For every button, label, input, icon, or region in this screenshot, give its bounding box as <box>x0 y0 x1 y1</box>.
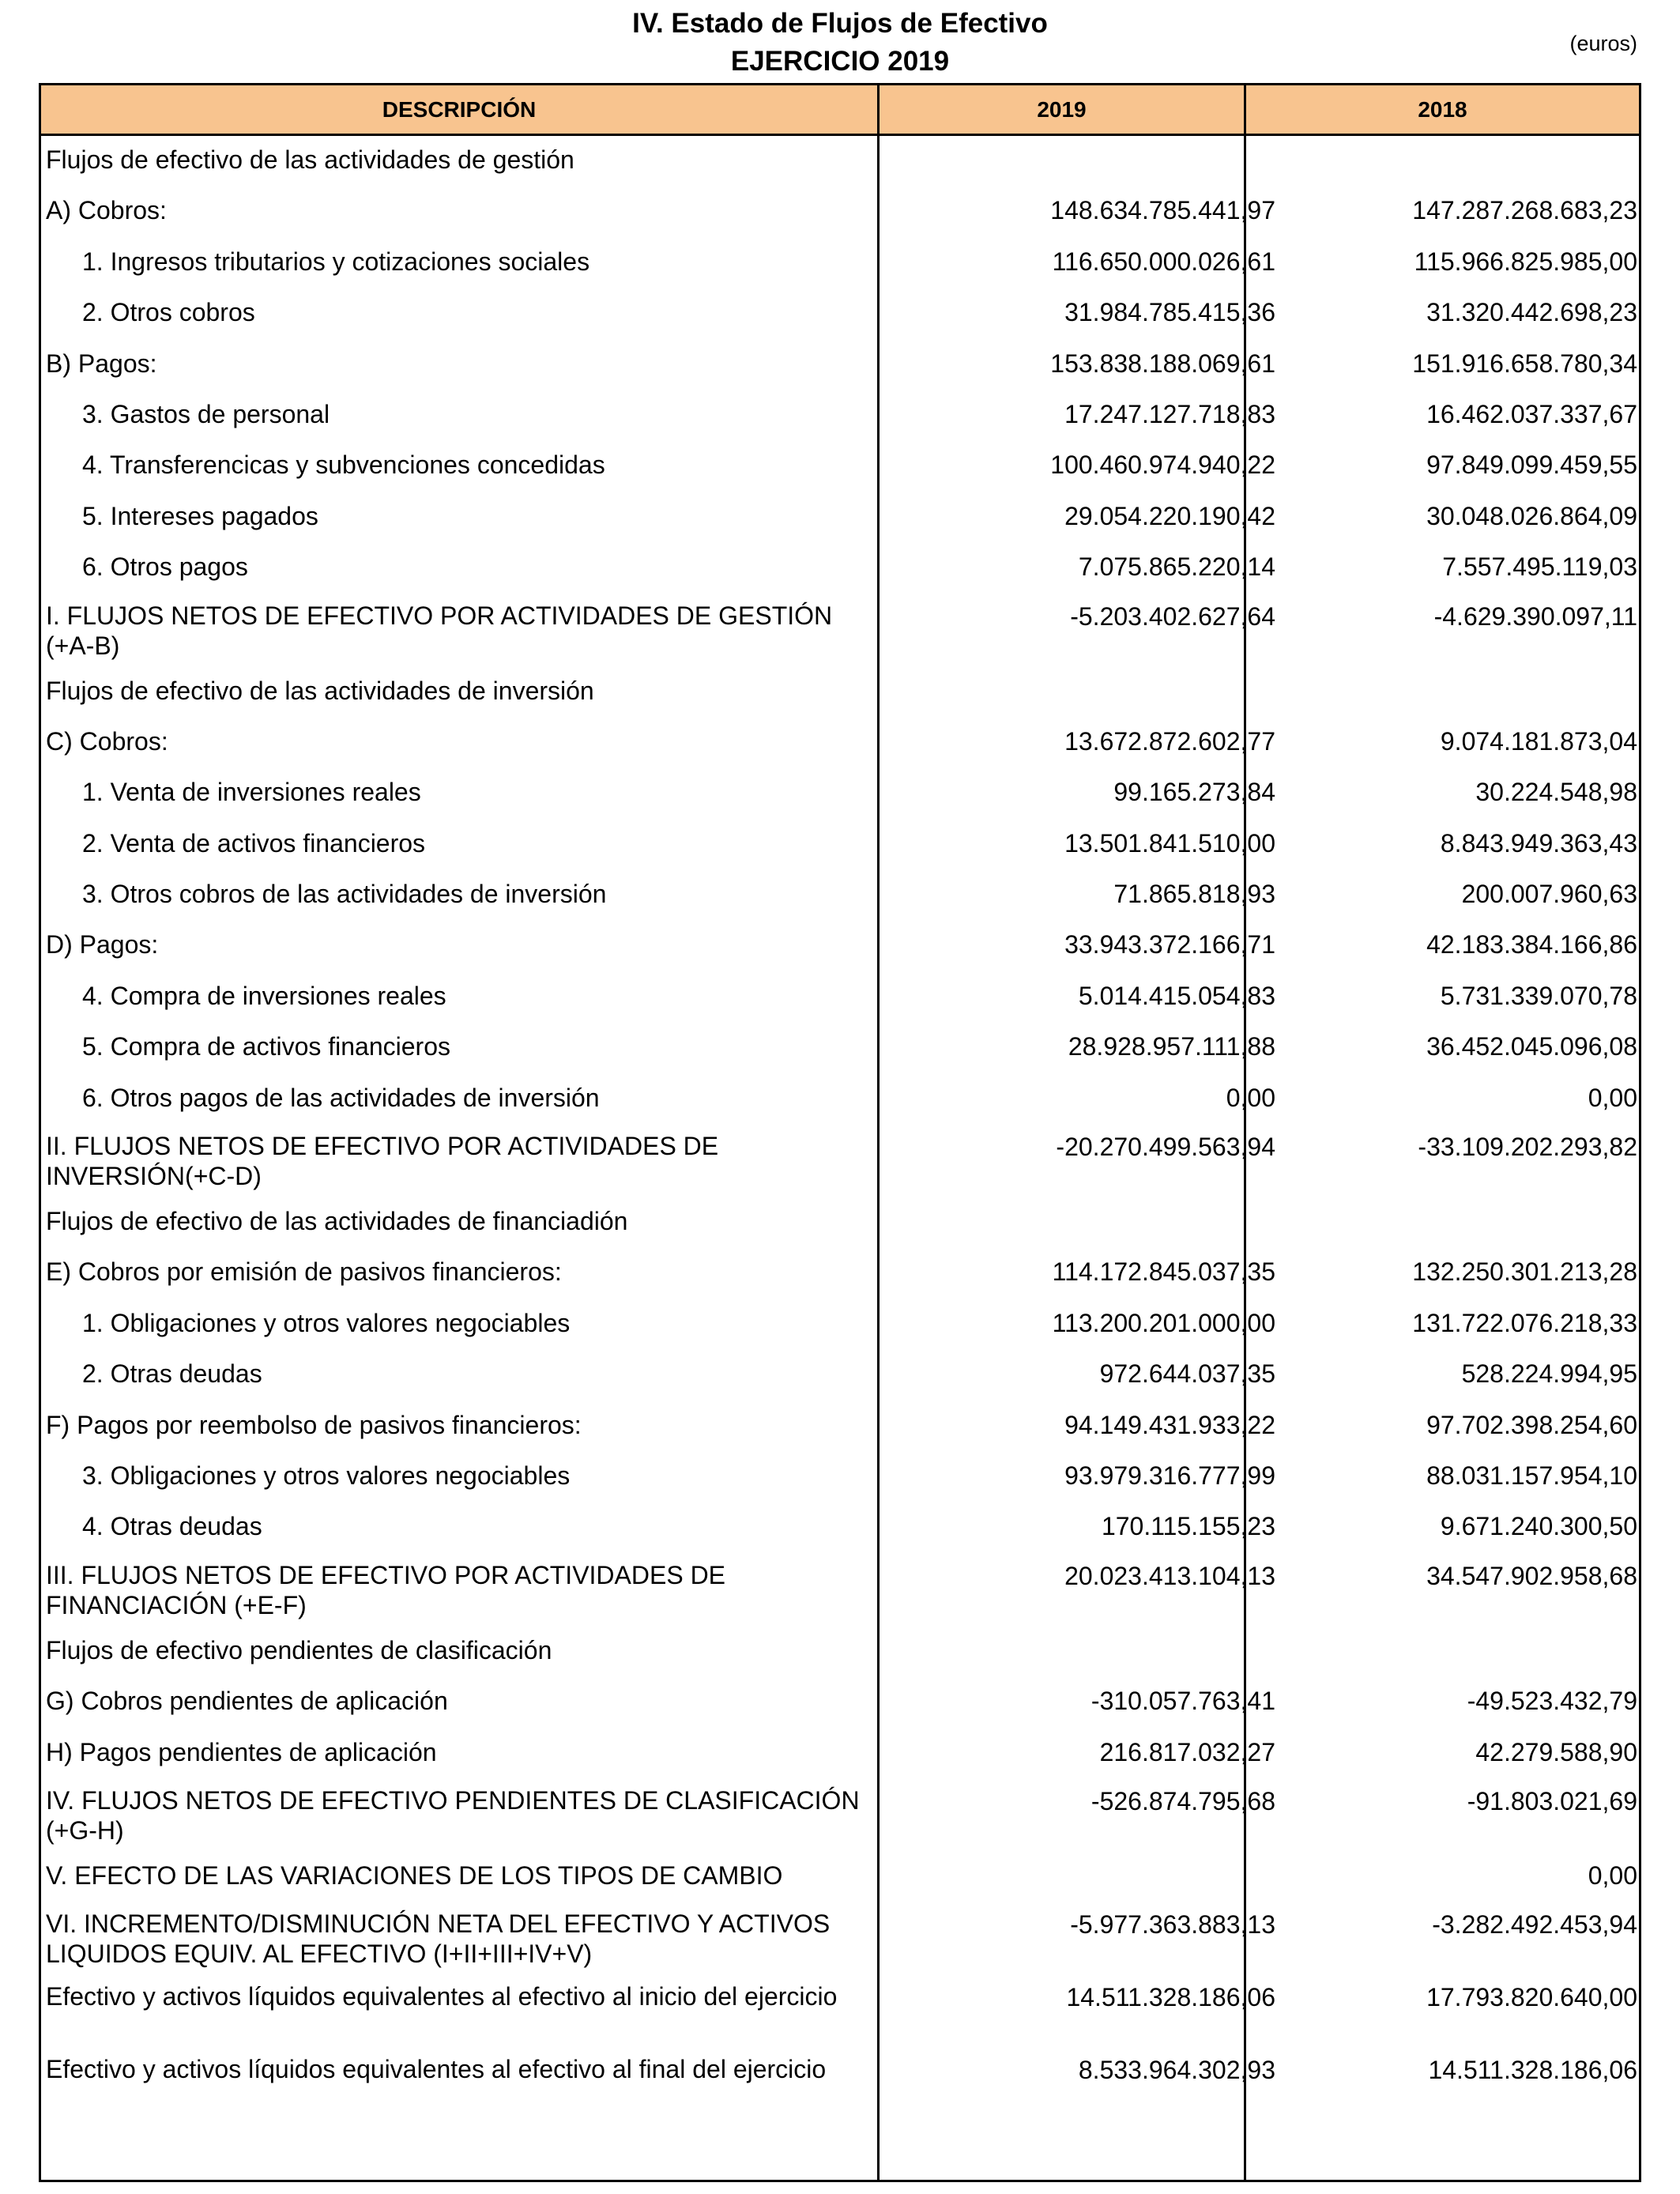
row-description: A) Cobros: <box>46 196 167 225</box>
table-row <box>41 1852 1639 1902</box>
document-title: IV. Estado de Flujos de Efectivo <box>632 8 1048 39</box>
value-2018: 88.031.157.954,10 <box>1426 1461 1637 1490</box>
table-row <box>41 1074 1639 1125</box>
value-2019: 17.247.127.718,83 <box>1064 399 1275 428</box>
value-2018: 8.843.949.363,43 <box>1440 828 1637 858</box>
row-description: 4. Transferencicas y subvenciones concedidas <box>82 450 605 480</box>
value-2019: 8.533.964.302,93 <box>1078 2056 1275 2085</box>
value-2019: 29.054.220.190,42 <box>1064 501 1275 530</box>
table-row <box>41 1125 1639 1197</box>
column-header-2019: 2019 <box>1037 97 1087 122</box>
column-header-2018: 2018 <box>1418 97 1467 122</box>
value-2018: 97.702.398.254,60 <box>1426 1410 1637 1439</box>
value-2019: -20.270.499.563,94 <box>1056 1133 1275 1162</box>
row-description: 1. Venta de inversiones reales <box>82 778 421 807</box>
row-description: 3. Otros cobros de las actividades de inversión <box>82 880 607 909</box>
row-description: IV. FLUJOS NETOS DE EFECTIVO PENDIENTES DE CLASIFICACIÓN (+G-H) <box>46 1785 860 1845</box>
table-row <box>41 768 1639 819</box>
row-description: D) Pagos: <box>46 930 159 959</box>
value-2019: 170.115.155,23 <box>1101 1512 1275 1541</box>
value-2019: -310.057.763,41 <box>1090 1687 1275 1716</box>
value-2018: 17.793.820.640,00 <box>1426 1983 1637 2012</box>
table-row <box>41 390 1639 441</box>
value-2018: 16.462.037.337,67 <box>1426 399 1637 428</box>
table-row <box>41 1677 1639 1728</box>
table-row <box>41 187 1639 237</box>
value-2018: 42.279.588,90 <box>1475 1737 1637 1766</box>
table-row <box>41 1627 1639 1677</box>
row-description: 1. Ingresos tributarios y cotizaciones sociales <box>82 247 590 276</box>
table-row <box>41 718 1639 768</box>
row-description: 2. Otras deudas <box>82 1359 262 1389</box>
value-2018: 151.916.658.780,34 <box>1412 349 1637 378</box>
table-row <box>41 1779 1639 1852</box>
value-2019: 116.650.000.026,61 <box>1052 247 1275 276</box>
value-2019: 153.838.188.069,61 <box>1050 349 1275 378</box>
row-description: Flujos de efectivo pendientes de clasificación <box>46 1635 552 1664</box>
row-description: II. FLUJOS NETOS DE EFECTIVO POR ACTIVIDADES DE INVERSIÓN(+C-D) <box>46 1132 719 1191</box>
table-row <box>41 1728 1639 1779</box>
value-2018: 5.731.339.070,78 <box>1440 981 1637 1010</box>
row-description: VI. INCREMENTO/DISMINUCIÓN NETA DEL EFECTIVO Y ACTIVOS LIQUIDOS EQUIV. AL EFECTIVO (I+II+III+IV+V) <box>46 1909 831 1969</box>
value-2019: 13.501.841.510,00 <box>1064 828 1275 858</box>
row-description: 2. Venta de activos financieros <box>82 828 426 858</box>
row-description: 4. Compra de inversiones reales <box>82 981 446 1010</box>
table-row <box>41 136 1639 187</box>
row-description: G) Cobros pendientes de aplicación <box>46 1687 448 1716</box>
row-description: Efectivo y activos líquidos equivalentes al efectivo al inicio del ejercicio <box>46 1982 838 2011</box>
value-2019: 7.075.865.220,14 <box>1078 552 1275 582</box>
table-row <box>41 2048 1639 2120</box>
row-description: 1. Obligaciones y otros valores negociables <box>82 1308 571 1337</box>
value-2018: 132.250.301.213,28 <box>1412 1257 1637 1287</box>
value-2019: 100.460.974.940,22 <box>1050 450 1275 480</box>
table-row <box>41 667 1639 718</box>
value-2018: -33.109.202.293,82 <box>1418 1133 1637 1162</box>
row-description: Efectivo y activos líquidos equivalentes al efectivo al final del ejercicio <box>46 2055 827 2084</box>
value-2019: 28.928.957.111,88 <box>1068 1032 1275 1061</box>
value-2018: 42.183.384.166,86 <box>1426 930 1637 959</box>
value-2019: 113.200.201.000,00 <box>1052 1308 1275 1337</box>
table-row <box>41 238 1639 288</box>
value-2018: -91.803.021,69 <box>1467 1786 1637 1815</box>
value-2018: 200.007.960,63 <box>1461 880 1637 909</box>
table-row <box>41 1350 1639 1400</box>
value-2019: 14.511.328.186,06 <box>1066 1983 1275 2012</box>
table-row <box>41 1197 1639 1248</box>
row-description: H) Pagos pendientes de aplicación <box>46 1737 437 1766</box>
table-row <box>41 870 1639 921</box>
value-2019: -526.874.795,68 <box>1090 1786 1275 1815</box>
value-2019: -5.203.402.627,64 <box>1070 601 1275 631</box>
row-description: Flujos de efectivo de las actividades de inversión <box>46 676 594 705</box>
value-2018: 147.287.268.683,23 <box>1412 196 1637 225</box>
value-2019: 0,00 <box>1226 1083 1275 1112</box>
table-row <box>41 1023 1639 1073</box>
value-2019: 33.943.372.166,71 <box>1064 930 1275 959</box>
row-description: C) Cobros: <box>46 726 168 756</box>
table-row <box>41 288 1639 339</box>
value-2019: 94.149.431.933,22 <box>1064 1410 1275 1439</box>
table-row <box>41 1902 1639 1975</box>
table-row <box>41 543 1639 594</box>
row-description: 5. Intereses pagados <box>82 501 318 530</box>
table-row <box>41 594 1639 667</box>
value-2018: 7.557.495.119,03 <box>1442 552 1637 582</box>
value-2019: 972.644.037,35 <box>1099 1359 1275 1389</box>
document-subtitle: EJERCICIO 2019 <box>730 46 950 77</box>
value-2019: 216.817.032,27 <box>1099 1737 1275 1766</box>
value-2018: 9.671.240.300,50 <box>1440 1512 1637 1541</box>
table-body <box>41 136 1639 2120</box>
row-description: 5. Compra de activos financieros <box>82 1032 450 1061</box>
units-label: (euros) <box>1569 32 1637 55</box>
value-2019: 148.634.785.441,97 <box>1050 196 1275 225</box>
row-description: III. FLUJOS NETOS DE EFECTIVO POR ACTIVIDADES DE FINANCIACIÓN (+E-F) <box>46 1560 726 1619</box>
row-description: 6. Otros pagos de las actividades de inversión <box>82 1083 600 1112</box>
value-2018: 30.224.548,98 <box>1475 778 1637 807</box>
value-2019: 20.023.413.104,13 <box>1064 1561 1275 1590</box>
table-row <box>41 1248 1639 1299</box>
row-description: 4. Otras deudas <box>82 1512 262 1541</box>
value-2018: 30.048.026.864,09 <box>1426 501 1637 530</box>
table-row <box>41 1401 1639 1452</box>
value-2018: -3.282.492.453,94 <box>1432 1910 1637 1940</box>
value-2019: 13.672.872.602,77 <box>1064 726 1275 756</box>
value-2019: 5.014.415.054,83 <box>1078 981 1275 1010</box>
value-2018: 528.224.994,95 <box>1461 1359 1637 1389</box>
value-2018: 36.452.045.096,08 <box>1426 1032 1637 1061</box>
table-row <box>41 921 1639 971</box>
value-2018: 131.722.076.218,33 <box>1412 1308 1637 1337</box>
table-row <box>41 1299 1639 1350</box>
table-row <box>41 820 1639 870</box>
row-description: Flujos de efectivo de las actividades de financiadión <box>46 1207 628 1236</box>
row-description: F) Pagos por reembolso de pasivos financieros: <box>46 1410 582 1439</box>
table-row <box>41 441 1639 492</box>
value-2019: 93.979.316.777,99 <box>1064 1461 1275 1490</box>
value-2018: 115.966.825.985,00 <box>1414 247 1637 276</box>
row-description: 2. Otros cobros <box>82 298 255 327</box>
row-description: V. EFECTO DE LAS VARIACIONES DE LOS TIPOS DE CAMBIO <box>46 1860 783 1890</box>
table-row <box>41 972 1639 1023</box>
row-description: B) Pagos: <box>46 349 157 378</box>
table-header <box>41 85 1639 136</box>
value-2018: 14.511.328.186,06 <box>1428 2056 1637 2085</box>
table-row <box>41 1452 1639 1502</box>
value-2019: 99.165.273,84 <box>1113 778 1275 807</box>
value-2019: 31.984.785.415,36 <box>1064 298 1275 327</box>
row-description: Flujos de efectivo de las actividades de gestión <box>46 145 574 174</box>
value-2018: 9.074.181.873,04 <box>1440 726 1637 756</box>
row-description: I. FLUJOS NETOS DE EFECTIVO POR ACTIVIDADES DE GESTIÓN (+A-B) <box>46 601 833 660</box>
value-2018: 0,00 <box>1588 1860 1637 1890</box>
table-row <box>41 340 1639 390</box>
value-2019: 71.865.818,93 <box>1113 880 1275 909</box>
row-description: E) Cobros por emisión de pasivos financieros: <box>46 1257 562 1287</box>
value-2019: -5.977.363.883,13 <box>1070 1910 1275 1940</box>
table-row <box>41 1554 1639 1627</box>
row-description: 3. Obligaciones y otros valores negociables <box>82 1461 571 1490</box>
value-2018: 31.320.442.698,23 <box>1426 298 1637 327</box>
row-description: 6. Otros pagos <box>82 552 248 582</box>
row-description: 3. Gastos de personal <box>82 399 330 428</box>
table-row <box>41 1975 1639 2048</box>
cash-flow-table <box>39 83 1641 2182</box>
value-2018: 34.547.902.958,68 <box>1426 1561 1637 1590</box>
value-2018: 97.849.099.459,55 <box>1426 450 1637 480</box>
value-2018: -4.629.390.097,11 <box>1433 601 1637 631</box>
value-2018: 0,00 <box>1588 1083 1637 1112</box>
value-2019: 114.172.845.037,35 <box>1052 1257 1275 1287</box>
column-header-description: DESCRIPCIÓN <box>382 97 537 122</box>
table-row <box>41 1502 1639 1553</box>
table-row <box>41 492 1639 543</box>
value-2018: -49.523.432,79 <box>1467 1687 1637 1716</box>
